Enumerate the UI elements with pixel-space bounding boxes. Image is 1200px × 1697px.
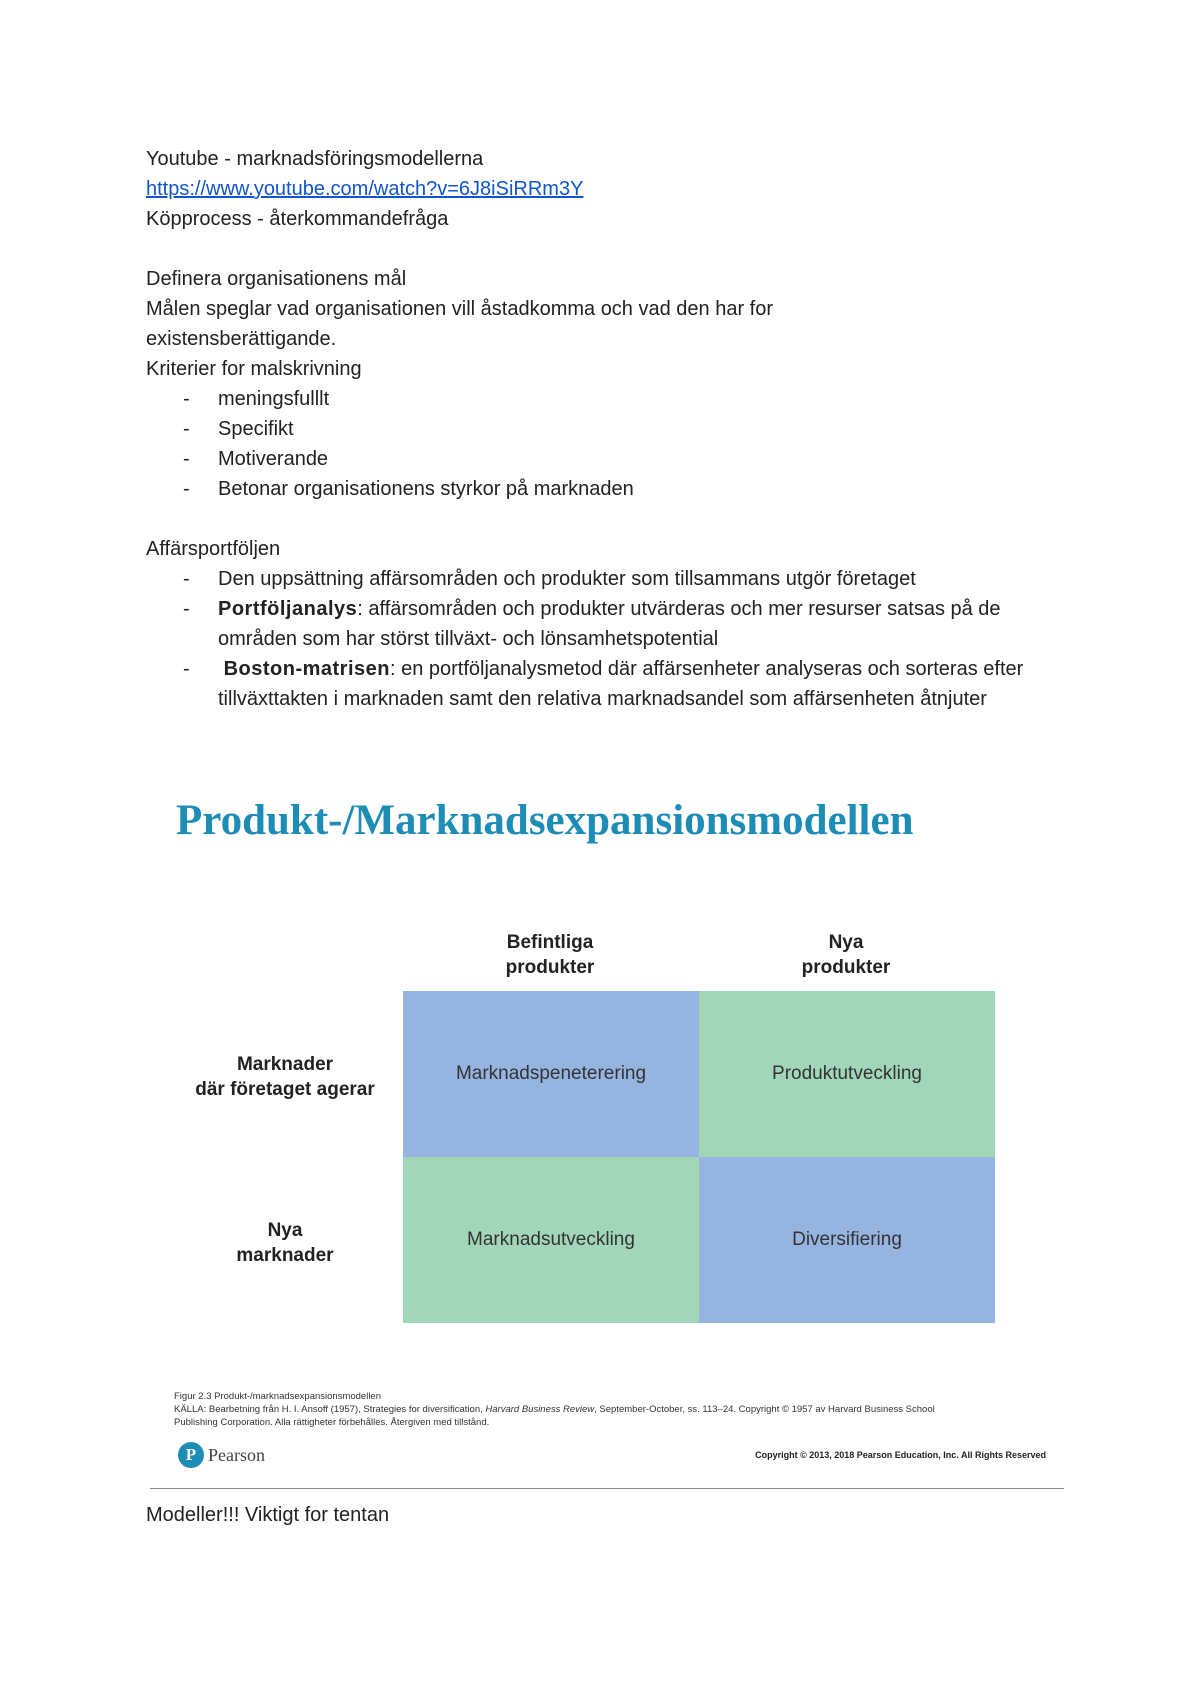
- notes-text: [146, 144, 1066, 714]
- portfolio-analysis-definition: : affärsområden och produkter utvärderas och mer resurser satsas på de områden som har störst tillväxt- och lönsamhetspotential: [218, 598, 1001, 650]
- boston-matrix-term: Boston-matrisen: [223, 658, 390, 680]
- row-header-new-markets: Nya marknader: [236, 1220, 334, 1266]
- list-item: - Motiverande: [146, 444, 1066, 474]
- youtube-link[interactable]: https://www.youtube.com/watch?v=6J8iSiRRm3Y: [146, 178, 584, 200]
- portfolio-heading: Affärsportföljen: [146, 538, 281, 560]
- boston-matrix-definition: : en portföljanalysmetod där affärsenheter analyseras och sorteras efter tillväxttakten i marknaden samt den relativa marknadsandel som affärsenheten åtnjuter: [218, 658, 1024, 710]
- cell-market-development: Marknadsutveckling: [403, 1157, 699, 1323]
- list-item: - Betonar organisationens styrkor på marknaden: [146, 474, 1066, 504]
- portfolio-list: [146, 564, 1066, 714]
- list-item: [146, 654, 1068, 714]
- list-item: - meningsfulllt: [146, 384, 1066, 414]
- list-item: [146, 594, 1068, 654]
- figure-caption: Figur 2.3 Produkt-/marknadsexpansionsmodellen KÄLLA: Bearbetning från H. I. Ansoff (1957), Strategies for diversification, Harvard Business Review, September-October, ss. 113–24. Copyright © 1957 av Harvard Business School Publishing Corporation. Alla rättigheter förbehålles. Återgiven med tillstånd.: [174, 1391, 935, 1428]
- column-header-new-products: Nya produkter: [801, 932, 891, 978]
- pearson-wordmark: Pearson: [208, 1444, 265, 1465]
- copyright-notice: Copyright © 2013, 2018 Pearson Education, Inc. All Rights Reserved: [755, 1450, 1046, 1460]
- ansoff-matrix-figure: [170, 790, 1050, 1480]
- figure-title: Produkt-/Marknadsexpansionsmodellen: [176, 797, 914, 844]
- criteria-list: [146, 384, 1066, 504]
- list-item: - Den uppsättning affärsområden och produkter som tillsammans utgör företaget: [146, 564, 1066, 594]
- youtube-heading: Youtube - marknadsföringsmodellerna: [146, 148, 484, 170]
- divider: [150, 1488, 1064, 1489]
- criteria-heading: Kriterier for malskrivning: [146, 358, 362, 380]
- purchase-process-line: Köpprocess - återkommandefråga: [146, 208, 449, 230]
- exam-note: Modeller!!! Viktigt for tentan: [146, 1504, 390, 1526]
- goals-text-line-1: Målen speglar vad organisationen vill åstadkomma och vad den har for: [146, 298, 774, 320]
- goals-text-line-2: existensberättigande.: [146, 328, 337, 350]
- cell-diversification: Diversifiering: [699, 1157, 995, 1323]
- pearson-logo: [178, 1442, 265, 1468]
- list-item: - Specifikt: [146, 414, 1066, 444]
- portfolio-analysis-term: Portföljanalys: [218, 598, 358, 620]
- goals-heading: Definera organisationens mål: [146, 268, 407, 290]
- column-header-existing-products: Befintliga produkter: [505, 932, 595, 978]
- row-header-existing-markets: Marknader där företaget agerar: [195, 1054, 375, 1100]
- cell-market-penetration: Marknadspeneterering: [403, 991, 699, 1157]
- cell-product-development: Produktutveckling: [699, 991, 995, 1157]
- pearson-icon: P: [178, 1442, 204, 1468]
